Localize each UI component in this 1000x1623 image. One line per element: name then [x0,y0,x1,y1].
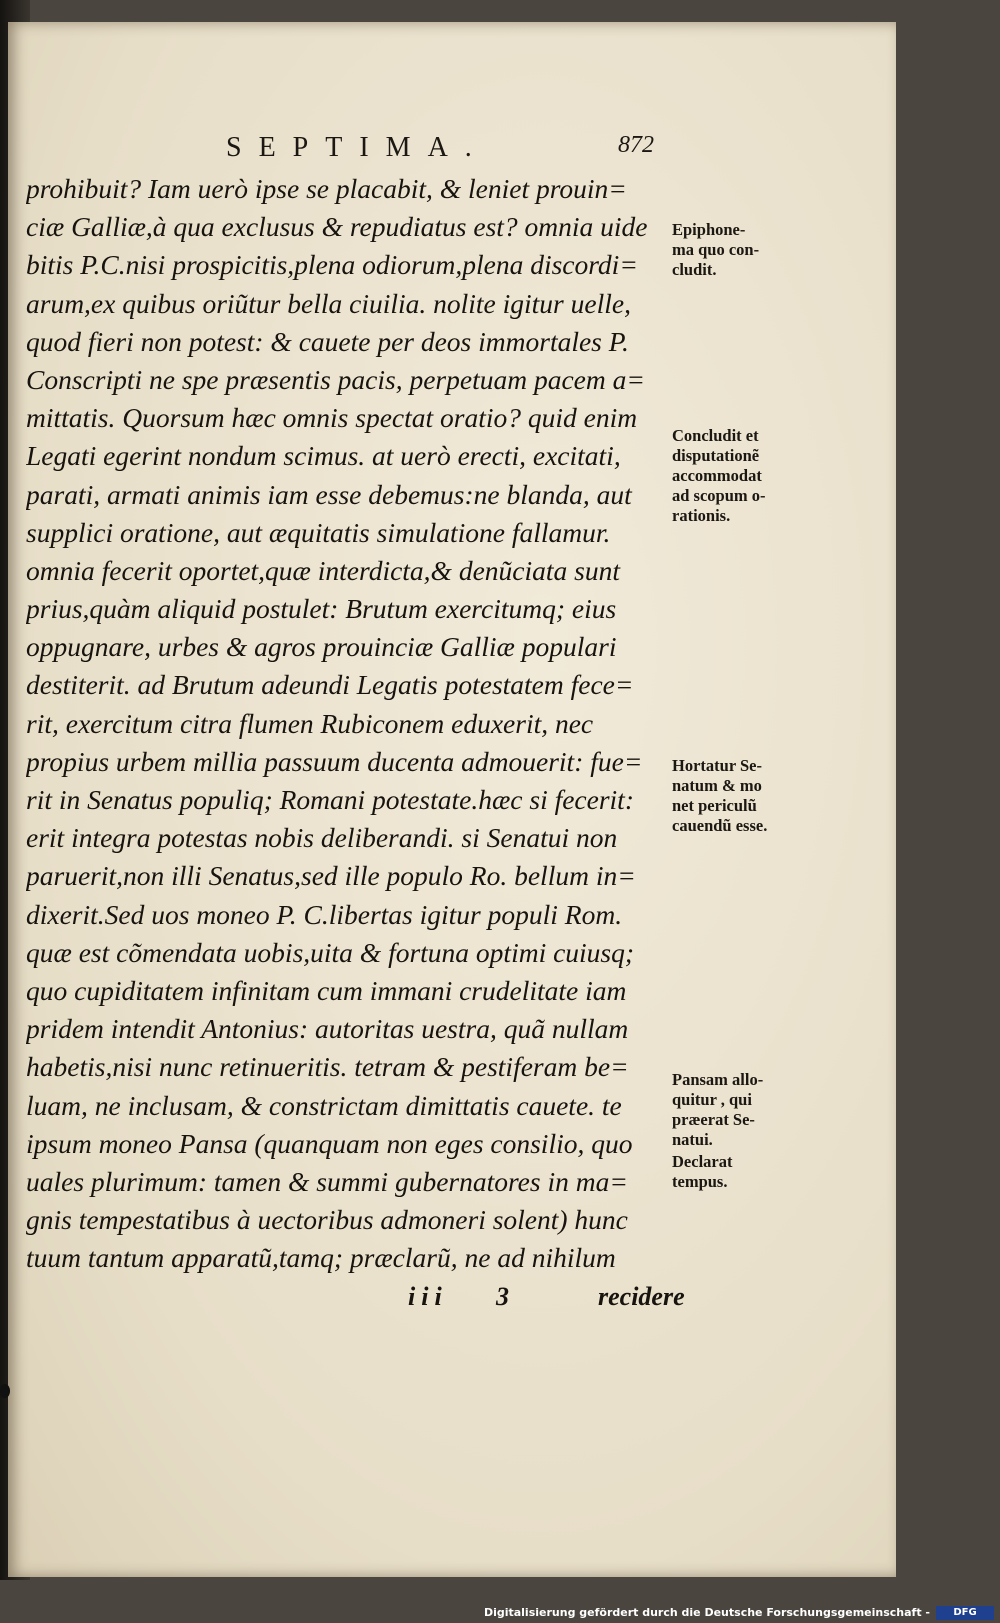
running-head: SEPTIMA. [226,132,489,163]
text-line: erit integra potestas nobis deliberandi. si Senatui non [26,822,618,854]
text-line: propius urbem millia passuum ducenta admouerit: fue= [26,745,643,777]
text-line: bitis P.C.nisi prospicitis,plena odiorum,plena discordi= [26,249,638,281]
marginal-note-line: Pansam allo- [672,1070,764,1089]
text-line: gnis tempestatibus à uectoribus admoneri solent) hunc [26,1204,628,1236]
marginal-note-line: Epiphone- [672,220,746,239]
text-line: oppugnare, urbes & agros prouinciæ Galliæ populari [26,631,617,663]
marginal-note-epiphonema [672,220,822,280]
ink-mark [0,1384,10,1398]
marginal-note-concludit [672,426,822,526]
page-number: 872 [618,132,654,158]
text-line: tuum tantum apparatũ,tamq; præclarũ, ne ad nihilum [26,1242,616,1274]
marginal-note-line: cauendũ esse. [672,816,768,835]
text-line: Legati egerint nondum scimus. at uerò erecti, excitati, [26,440,621,472]
marginal-note-declarat [672,1152,822,1192]
text-line: paruerit,non illi Senatus,sed ille populo Ro. bellum in= [26,860,636,892]
marginal-note-line: Declarat [672,1152,733,1171]
text-line: dixerit.Sed uos moneo P. C.libertas igitur populi Rom. [26,898,623,930]
marginal-note-line: ad scopum o- [672,486,766,505]
text-line: mittatis. Quorsum hæc omnis spectat oratio? quid enim [26,402,638,434]
text-line: quæ est cõmendata uobis,uita & fortuna optimi cuiusq; [26,936,635,968]
marginal-note-line: Hortatur Se- [672,756,762,775]
dfg-logo: DFG [936,1606,994,1620]
text-line: omnia fecerit oportet,quæ interdicta,& denũciata sunt [26,554,620,586]
page-header [8,132,896,172]
digitization-credit: Digitalisierung gefördert durch die Deutsche Forschungsgemeinschaft - [483,1606,930,1619]
text-line: ciæ Galliæ,à qua exclusus & repudiatus est? omnia uide [26,211,648,243]
text-line: arum,ex quibus oriũtur bella ciuilia. nolite igitur uelle, [26,287,631,319]
marginal-note-line: disputationẽ [672,446,760,465]
text-line: rit, exercitum citra flumen Rubiconem eduxerit, nec [26,707,594,739]
text-line: pridem intendit Antonius: autoritas uestra, quã nullam [26,1013,629,1045]
marginal-note-line: cludit. [672,260,717,279]
text-line: parati, armati animis iam esse debemus:ne blanda, aut [26,478,632,510]
text-line: destiterit. ad Brutum adeundi Legatis potestatem fece= [26,669,634,701]
signature-number: 3 [496,1282,509,1311]
text-line: supplici oratione, aut æquitatis simulatione fallamur. [26,516,611,548]
marginal-note-line: quitur , qui [672,1090,752,1109]
marginal-note-line: natum & mo [672,776,762,795]
signature-mark: iii [408,1282,448,1311]
book-page [8,22,896,1577]
marginal-note-pansam [672,1070,822,1150]
text-line: rit in Senatus populiq; Romani potestate.hæc si fecerit: [26,784,634,815]
marginal-note-line: præerat Se- [672,1110,755,1129]
body-text [26,170,681,1277]
text-line: quo cupiditatem infinitam cum immani crudelitate iam [26,974,627,1006]
marginal-note-line: accommodat [672,466,762,485]
marginal-note-line: tempus. [672,1172,728,1191]
marginal-note-hortatur [672,756,822,836]
marginal-note-line: natui. [672,1130,713,1149]
marginal-note-line: ma quo con- [672,240,760,259]
text-line: uales plurimum: tamen & summi gubernatores in ma= [26,1165,628,1197]
marginal-note-line: Concludit et [672,426,759,445]
marginal-note-line: rationis. [672,506,731,525]
catchword: recidere [598,1282,685,1311]
text-line: ipsum moneo Pansa (quanquam non eges consilio, quo [26,1127,633,1159]
text-line: Conscripti ne spe præsentis pacis, perpetuam pacem a= [26,363,645,395]
marginal-note-line: net periculũ [672,796,757,815]
text-line: quod fieri non potest: & cauete per deos immortales P. [26,325,629,357]
signature-line [8,1282,896,1322]
text-line: prohibuit? Iam uerò ipse se placabit, & leniet prouin= [26,173,627,204]
text-line: habetis,nisi nunc retinueritis. tetram & pestiferam be= [26,1051,629,1083]
text-line: prius,quàm aliquid postulet: Brutum exercitumq; eius [26,593,617,625]
text-line: luam, ne inclusam, & constrictam dimittatis cauete. te [26,1089,622,1121]
